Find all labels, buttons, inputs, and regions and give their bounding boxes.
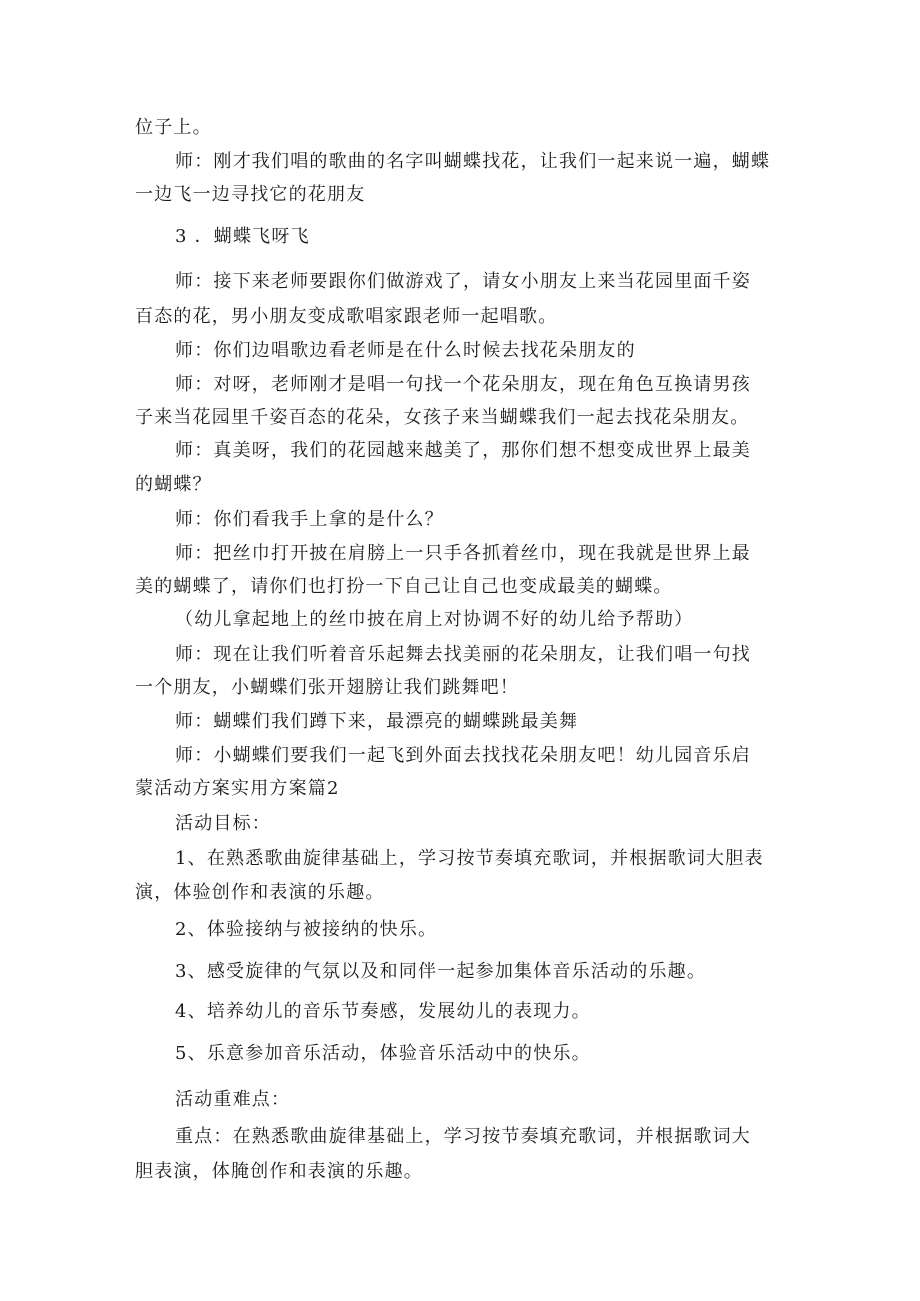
text-line: 的蝴蝶？	[135, 474, 212, 495]
text-line: 师：刚才我们唱的歌曲的名字叫蝴蝶找花，让我们一起来说一遍，蝴蝶	[175, 151, 771, 172]
text-line: 胆表演，体腌创作和表演的乐趣。	[135, 1161, 423, 1182]
text-line: 师：把丝巾打开披在肩膀上一只手各抓着丝巾，现在我就是世界上最	[175, 543, 751, 564]
text-line: 2、体验接纳与被接纳的快乐。	[175, 919, 438, 940]
text-line: 位子上。	[135, 117, 212, 138]
text-line: 师：你们看我手上拿的是什么？	[175, 509, 444, 530]
text-line: 活动目标：	[175, 813, 271, 834]
text-line: 重点：在熟悉歌曲旋律基础上，学习按节奏填充歌词，并根据歌词大	[175, 1126, 751, 1147]
text-line: 5、乐意参加音乐活动，体验音乐活动中的快乐。	[175, 1043, 591, 1064]
text-line: 4、培养幼儿的音乐节奏感，发展幼儿的表现力。	[175, 1001, 591, 1022]
text-line: （幼儿拿起地上的丝巾披在肩上对协调不好的幼儿给予帮助）	[175, 609, 694, 630]
text-line: 师：真美呀，我们的花园越来越美了，那你们想不想变成世界上最美	[175, 440, 751, 461]
text-line: 美的蝴蝶了，请你们也打扮一下自己让自己也变成最美的蝴蝶。	[135, 576, 673, 597]
text-line: 师：对呀，老师刚才是唱一句找一个花朵朋友，现在角色互换请男孩	[175, 374, 751, 395]
text-line: 蒙活动方案实用方案篇2	[135, 778, 340, 799]
text-line: 1、在熟悉歌曲旋律基础上，学习按节奏填充歌词，并根据歌词大胆表	[175, 848, 764, 869]
text-line: 师：现在让我们听着音乐起舞去找美丽的花朵朋友，让我们唱一句找	[175, 644, 751, 665]
text-line: 师：接下来老师要跟你们做游戏了，请女小朋友上来当花园里面千姿	[175, 271, 751, 292]
text-line: 百态的花，男小朋友变成歌唱家跟老师一起唱歌。	[135, 306, 558, 327]
text-line: 子来当花园里千姿百态的花朵，女孩子来当蝴蝶我们一起去找花朵朋友。	[135, 407, 750, 428]
text-line: 师：你们边唱歌边看老师是在什么时候去找花朵朋友的	[175, 340, 636, 361]
text-line: 演，体验创作和表演的乐趣。	[135, 882, 385, 903]
text-line: 一边飞一边寻找它的花朋友	[135, 184, 366, 205]
text-line: 师：小蝴蝶们要我们一起飞到外面去找找花朵朋友吧！幼儿园音乐启	[175, 745, 751, 766]
text-line: 师：蝴蝶们我们蹲下来，最漂亮的蝴蝶跳最美舞	[175, 711, 579, 732]
text-line: 一个朋友，小蝴蝶们张开翅膀让我们跳舞吧！	[135, 677, 519, 698]
text-line: 活动重难点：	[175, 1089, 291, 1110]
text-line: 3、感受旋律的气氛以及和同伴一起参加集体音乐活动的乐趣。	[175, 961, 707, 982]
section-heading: 3 ．蝴蝶飞呀飞	[175, 226, 310, 247]
